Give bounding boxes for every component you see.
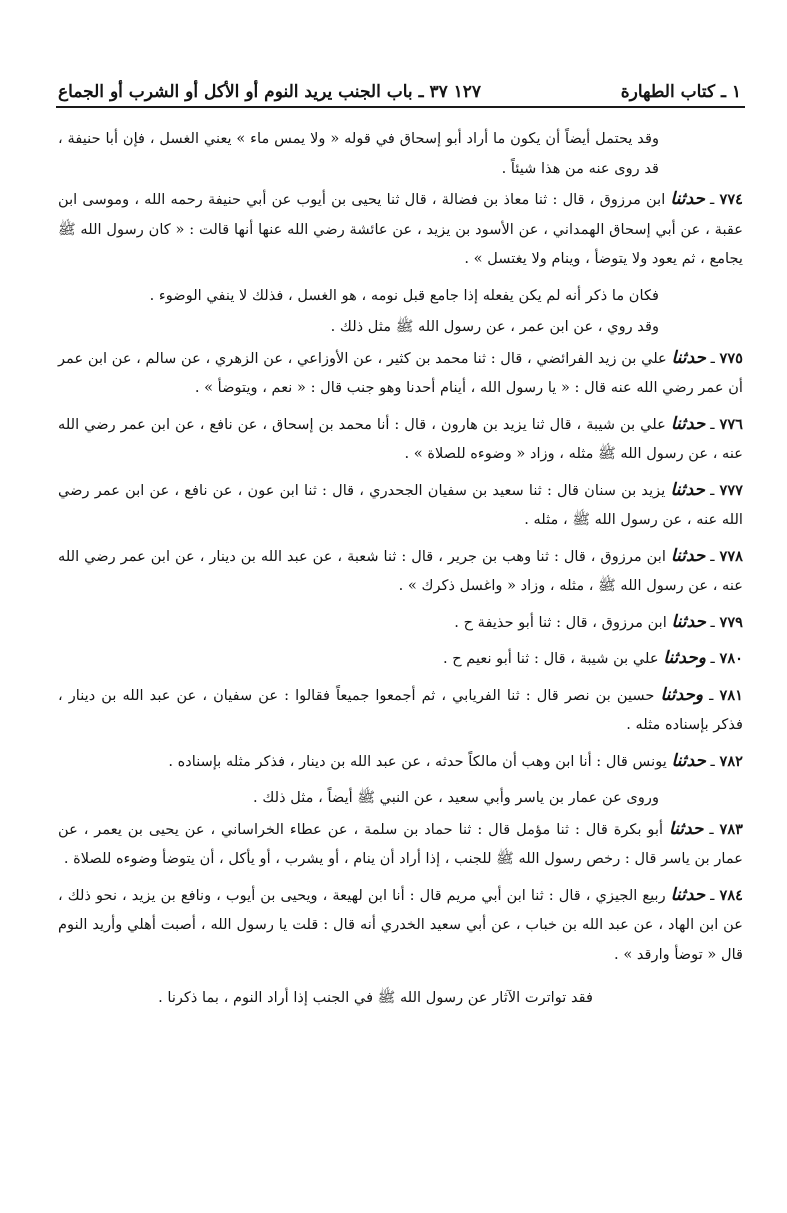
hadith-number: ٧٧٩ <box>719 613 743 631</box>
hadith-number: ٧٨٣ <box>719 820 743 838</box>
commentary-paragraph <box>58 312 743 342</box>
header-book-title: ١ ـ كتاب الطهارة <box>620 82 741 102</box>
hadith-number: ٧٨٤ <box>719 886 743 904</box>
hadith-number: ٧٧٥ <box>719 349 744 367</box>
hadith-1: ٧٧٤ ـ حدثنا ابن مرزوق ، قال : ثنا معاذ بن فضالة ، قال ثنا يحيى بن أيوب عن أبي حنيفة رحمه الله ، وموسى ابن عقبة ، عن أبي إسحاق الهمداني ، عن الأسود بن يزيد ، عن عائشة رضي الله عنها أنها قالت : « كان رسول الله ﷺ يجامع ، ثم يعود ولا يتوضأ ، وينام ولا يغتسل » . <box>58 189 743 267</box>
paragraph-text: ابن مرزوق ، قال : ثنا وهب بن جرير ، قال : ثنا شعبة ، عن عبد الله بن دينار ، عن ابن عمر رضي الله عنه ، عن رسول الله ﷺ ، مثله ، وزاد « واغسل ذكرك » . <box>58 547 743 594</box>
hadith-14: ٧٨٤ ـ حدثنا ربيع الجيزي ، قال : ثنا ابن أبي مريم قال : أنا ابن لهيعة ، ويحيى بن أيوب ، ونافع بن يزيد ، نحو ذلك ، عن ابن الهاد ، عن عبد الله بن خباب ، عن أبي سعيد الخدري أنه قال : قلت يا رسول الله ، أصبت أهلي وأريد النوم قال « توضأ وارقد » . <box>58 884 743 963</box>
haddathana-word: حدثنا <box>670 479 705 500</box>
header-rule <box>56 106 745 108</box>
hadith-9: ٧٨٠ ـ وحدثنا علي بن شيبة ، قال : ثنا أبو نعيم ح . <box>442 648 743 668</box>
paragraph-text: يونس قال : أنا ابن وهب أن مالكاً حدثه ، عن عبد الله بن دينار ، فذكر مثله بإسناده . <box>168 752 667 770</box>
paragraph-text: ربيع الجيزي ، قال : ثنا ابن أبي مريم قال : أنا ابن لهيعة ، ويحيى بن أيوب ، ونافع بن يزيد ، نحو ذلك ، عن ابن الهاد ، عن عبد الله بن خباب ، عن أبي سعيد الخدري أنه قال : قلت يا رسول الله ، أصبت أهلي وأريد النوم قال « توضأ وارقد » . <box>58 886 743 963</box>
hadith-13: ٧٨٣ ـ حدثنا أبو بكرة قال : ثنا مؤمل قال : ثنا حماد بن سلمة ، عن عطاء الخراساني ، عن يحيى بن يعمر ، عن عمار بن ياسر قال : رخص رسول الله ﷺ للجنب ، إذا أراد أن ينام ، أو يشرب ، أو يأكل ، أن يتوضأ وضوءه للصلاة . <box>58 818 743 867</box>
hadith-number: ٧٨١ <box>719 686 743 704</box>
haddathana-word: حدثنا <box>671 611 706 632</box>
haddathana-word: حدثنا <box>670 545 706 566</box>
header-chapter-title: ١٢٧ ٣٧ ـ باب الجنب يريد النوم أو الأكل أو الشرب أو الجماع <box>58 82 482 102</box>
commentary-paragraph <box>58 783 743 813</box>
haddathana-word: وحدثنا <box>660 684 704 705</box>
paragraph-text: ابن مرزوق ، قال : ثنا أبو حذيفة ح . <box>454 613 667 631</box>
page-body <box>58 124 743 1020</box>
hadith-number: ٧٨٠ <box>719 650 743 667</box>
haddathana-word: حدثنا <box>668 818 704 839</box>
haddathana-word: حدثنا <box>670 413 706 434</box>
commentary-paragraph <box>58 281 743 311</box>
paragraph-text: فقد تواترت الآثار عن رسول الله ﷺ في الجنب إذا أراد النوم ، بما ذكرنا . <box>158 989 593 1006</box>
paragraph-text: علي بن شيبة ، قال ثنا يزيد بن هارون ، قال : أنا محمد بن إسحاق ، عن نافع ، عن ابن عمر رضي الله عنه ، عن رسول الله ﷺ مثله ، وزاد « وضوءه للصلاة » . <box>58 415 743 462</box>
commentary-paragraph <box>58 124 743 183</box>
paragraph-text: وقد يحتمل أيضاً أن يكون ما أراد أبو إسحاق في قوله « ولا يمس ماء » يعني الغسل ، فإن أبا حنيفة ، قد روى عنه من هذا شيئاً . <box>58 130 659 177</box>
paragraph-text: وقد روي ، عن ابن عمر ، عن رسول الله ﷺ مثل ذلك . <box>330 318 659 335</box>
hadith-8: ٧٧٩ ـ حدثنا ابن مرزوق ، قال : ثنا أبو حذيفة ح . <box>454 611 743 632</box>
running-header <box>58 78 747 108</box>
hadith-5: ٧٧٦ ـ حدثنا علي بن شيبة ، قال ثنا يزيد بن هارون ، قال : أنا محمد بن إسحاق ، عن نافع ، عن ابن عمر رضي الله عنه ، عن رسول الله ﷺ مثله ، وزاد « وضوءه للصلاة » . <box>58 413 743 462</box>
hadith-6: ٧٧٧ ـ حدثنا يزيد بن سنان قال : ثنا سعيد بن سفيان الجحدري ، قال : ثنا ابن عون ، عن نافع ، عن ابن عمر رضي الله عنه ، عن رسول الله ﷺ ، مثله . <box>58 479 744 528</box>
commentary-paragraph <box>58 983 743 1013</box>
hadith-10: ٧٨١ ـ وحدثنا حسين بن نصر قال : ثنا الفريابي ، ثم أجمعوا جميعاً فقالوا : عن سفيان ، عن عبد الله بن دينار ، فذكر بإسناده مثله . <box>58 684 743 733</box>
hadith-number: ٧٨٢ <box>719 752 743 770</box>
paragraph-text: ابن مرزوق ، قال : ثنا معاذ بن فضالة ، قال ثنا يحيى بن أيوب عن أبي حنيفة رحمه الله ، وموسى ابن عقبة ، عن أبي إسحاق الهمداني ، عن الأسود بن يزيد ، عن عائشة رضي الله عنها أنها قالت : « كان رسول الله ﷺ يجامع ، ثم يعود ولا يتوضأ ، وينام ولا يغتسل » . <box>58 191 743 267</box>
haddathana-word: حدثنا <box>671 750 706 771</box>
haddathana-word: وحدثنا <box>663 648 706 668</box>
haddathana-word: حدثنا <box>671 347 706 368</box>
paragraph-text: أبو بكرة قال : ثنا مؤمل قال : ثنا حماد بن سلمة ، عن عطاء الخراساني ، عن يحيى بن يعمر ، عن عمار بن ياسر قال : رخص رسول الله ﷺ للجنب ، إذا أراد أن ينام ، أو يشرب ، أو يأكل ، أن يتوضأ وضوءه للصلاة . <box>58 820 743 867</box>
hadith-number: ٧٧٧ <box>719 481 744 499</box>
haddathana-word: حدثنا <box>670 189 705 209</box>
paragraph-text: يزيد بن سنان قال : ثنا سعيد بن سفيان الجحدري ، قال : ثنا ابن عون ، عن نافع ، عن ابن عمر رضي الله عنه ، عن رسول الله ﷺ ، مثله . <box>58 481 743 528</box>
hadith-11: ٧٨٢ ـ حدثنا يونس قال : أنا ابن وهب أن مالكاً حدثه ، عن عبد الله بن دينار ، فذكر مثله بإسناده . <box>168 750 743 771</box>
hadith-number: ٧٧٦ <box>719 415 743 433</box>
paragraph-text: حسين بن نصر قال : ثنا الفريابي ، ثم أجمعوا جميعاً فقالوا : عن سفيان ، عن عبد الله بن دينار ، فذكر بإسناده مثله . <box>58 686 743 733</box>
paragraph-text: وروى عن عمار بن ياسر وأبي سعيد ، عن النبي ﷺ أيضاً ، مثل ذلك . <box>253 789 659 806</box>
hadith-7: ٧٧٨ ـ حدثنا ابن مرزوق ، قال : ثنا وهب بن جرير ، قال : ثنا شعبة ، عن عبد الله بن دينار ، عن ابن عمر رضي الله عنه ، عن رسول الله ﷺ ، مثله ، وزاد « واغسل ذكرك » . <box>58 545 744 594</box>
hadith-number: ٧٧٤ <box>719 191 743 208</box>
paragraph-text: علي بن شيبة ، قال : ثنا أبو نعيم ح . <box>442 650 659 667</box>
hadith-4: ٧٧٥ ـ حدثنا علي بن زيد الفرائضي ، قال : ثنا محمد بن كثير ، عن الأوزاعي ، عن الزهري ، عن سالم ، عن ابن عمر أن عمر رضي الله عنه قال : « يا رسول الله ، أينام أحدنا وهو جنب قال : « نعم ، ويتوضأ » . <box>58 347 744 396</box>
paragraph-text: فكان ما ذكر أنه لم يكن يفعله إذا جامع قبل نومه ، هو الغسل ، فذلك لا ينفي الوضوء . <box>149 286 659 304</box>
haddathana-word: حدثنا <box>670 884 706 905</box>
paragraph-text: علي بن زيد الفرائضي ، قال : ثنا محمد بن كثير ، عن الأوزاعي ، عن الزهري ، عن سالم ، عن ابن عمر أن عمر رضي الله عنه قال : « يا رسول الله ، أينام أحدنا وهو جنب قال : « نعم ، ويتوضأ » . <box>58 349 743 396</box>
hadith-number: ٧٧٨ <box>719 547 744 565</box>
